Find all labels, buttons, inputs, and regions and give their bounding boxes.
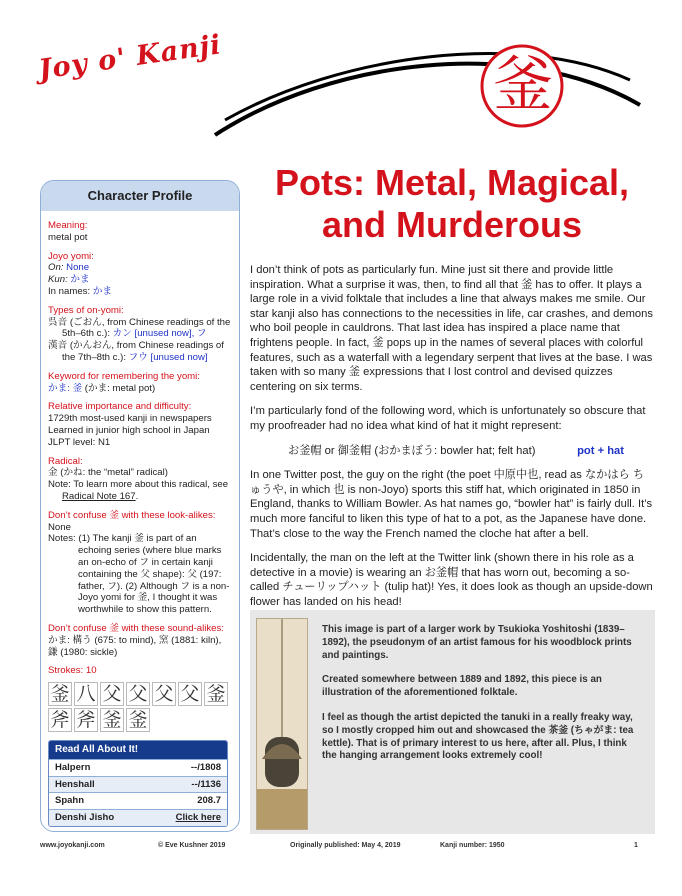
radical-label: Radical: xyxy=(48,455,83,467)
read-all-about-it-title: Read All About It! xyxy=(49,741,227,759)
compound-word: お釜帽 or 御釜帽 (おかまぼう: bowler hat; felt hat) xyxy=(288,444,536,457)
on-yomi-types-label: Types of on-yomi: xyxy=(48,304,124,316)
goon-readings: カン [unused now], フ xyxy=(112,328,207,340)
lookalikes-value: None xyxy=(48,521,71,533)
soundalikes-text: かま: 構う (675: to mind), 窯 (1881: kiln), 鎌 (1980: sickle) xyxy=(48,634,222,658)
reference-name: Halpern xyxy=(55,761,91,773)
lookalikes-section xyxy=(48,510,232,616)
stroke-step-box: 斧 xyxy=(48,708,72,732)
stroke-step-box: 釜 xyxy=(204,682,228,706)
reference-row xyxy=(49,776,227,793)
goon-text: 呉音 (ごおん, from Chinese readings of the 5th–6th c.): xyxy=(48,316,231,340)
radical-line: 金 (かね: the “metal” radical) xyxy=(48,467,168,479)
keyword-rest: (かま: metal pot) xyxy=(82,382,156,394)
article-body xyxy=(250,263,654,619)
keyword-label: Keyword for remembering the yomi: xyxy=(48,370,200,382)
importance-line: JLPT level: N1 xyxy=(48,436,111,448)
stroke-step-box: 父 xyxy=(152,682,176,706)
footer-copyright: © Eve Kushner 2019 xyxy=(158,842,226,849)
paragraph: In one Twitter post, the guy on the right (the poet 中原中也, read as なかはら ちゅうや, in which 也 is non-Joyo) sports this stiff hat, which originated in 1850 in England, thanks to William Bowler. As hat names go, “bowler hat” is fairly dull. It’s much more fanciful to liken this type of hat to a pot, as the Japanese have done. That’s close to the way the French named the cloche hat after a bell. xyxy=(250,469,653,540)
on-value: None xyxy=(66,262,90,274)
reference-row xyxy=(49,759,227,776)
stroke-order-grid xyxy=(48,682,232,732)
joyo-yomi-label: Joyo yomi: xyxy=(48,250,94,262)
kun-label: Kun: xyxy=(48,274,68,286)
keyword-section xyxy=(48,371,232,395)
reference-name: Spahn xyxy=(55,795,85,807)
character-profile-panel xyxy=(40,180,240,832)
stroke-step-box: 斧 xyxy=(74,708,98,732)
radical-note-end: . xyxy=(135,490,139,502)
importance-section xyxy=(48,401,232,448)
on-label: On: xyxy=(48,262,64,274)
footer-page-number: 1 xyxy=(634,842,638,849)
joyo-yomi-section xyxy=(48,251,232,298)
footer-kanji-number: Kanji number: 1950 xyxy=(440,842,505,849)
keyword-yomi: かま: 釜 xyxy=(48,382,83,394)
compound-meaning: pot + hat xyxy=(577,444,624,457)
meaning-value: metal pot xyxy=(48,231,88,243)
compound-entry xyxy=(250,444,654,459)
radical-note-link[interactable]: Radical Note 167 xyxy=(62,490,136,502)
importance-line: Learned in junior high school in Japan xyxy=(48,424,210,436)
reference-value[interactable]: Click here xyxy=(175,812,221,824)
featured-kanji: 釜 xyxy=(493,50,553,120)
importance-line: 1729th most-used kanji in newspapers xyxy=(48,413,212,425)
article-title: Pots: Metal, Magical, and Murderous xyxy=(274,162,630,245)
character-profile-title: Character Profile xyxy=(41,181,239,211)
stroke-step-box: 釜 xyxy=(48,682,72,706)
woodblock-print-image xyxy=(256,618,308,830)
names-value: かま xyxy=(92,285,112,297)
reference-name: Henshall xyxy=(55,778,95,790)
caption-paragraph: This image is part of a larger work by Tsukioka Yoshitoshi (1839–1892), the pseudonym of an artist famous for his woodblock prints and paintings. xyxy=(322,624,632,661)
strokes-section xyxy=(48,665,232,732)
read-all-about-it-table xyxy=(48,740,228,827)
reference-value: 208.7 xyxy=(197,795,221,807)
site-logo[interactable]: Joy o' Kanji xyxy=(36,29,224,86)
names-label: In names: xyxy=(48,285,91,297)
reference-row xyxy=(49,792,227,809)
paragraph: I don’t think of pots as particularly fun. Mine just sit there and provide little inspiration. What a surprise it was, then, to find all that 釜 has to offer. It plays a large role in a vivid folktale that includes a line that always makes me smile. Our star kanji also has connections to the necessities in life, car crashes, and demons who boil people in cauldrons. That last idea has inspired a place name that frightens people. In fact, 釜 pops up in the names of several places with colorful features, such as a waterfall with a legendary serpent that lives at the base. I was taken with so many 釜 expressions that I lost control and devised quizzes centering on six terms. xyxy=(250,264,653,393)
reference-value: --/1136 xyxy=(191,778,221,790)
stroke-step-box: 釜 xyxy=(100,708,124,732)
importance-label: Relative importance and difficulty: xyxy=(48,401,192,413)
paragraph: Incidentally, the man on the left at the Twitter link (shown there in his role as a detective in a movie) is wearing an お釜帽 that has worn out, becoming a so-called チューリップハット (tulip hat)! Yes, it does look as though an upside-down flower has landed on his head! xyxy=(250,552,653,608)
stroke-step-box: 父 xyxy=(178,682,202,706)
reference-value: --/1808 xyxy=(190,761,221,773)
lookalikes-label: Don’t confuse 釜 with these look-alikes: xyxy=(48,509,216,521)
meaning-label: Meaning: xyxy=(48,220,88,231)
soundalikes-label: Don’t confuse 釜 with these sound-alikes: xyxy=(48,622,224,634)
stroke-step-box: 釜 xyxy=(126,708,150,732)
on-yomi-types-section xyxy=(48,305,232,364)
stroke-step-box: 八 xyxy=(74,682,98,706)
footer-site[interactable]: www.joyokanji.com xyxy=(40,842,105,849)
reference-name: Denshi Jisho xyxy=(55,812,115,824)
footer-published: Originally published: May 4, 2019 xyxy=(290,842,401,849)
stroke-step-box: 父 xyxy=(100,682,124,706)
soundalikes-section xyxy=(48,623,232,658)
reference-row xyxy=(49,809,227,826)
radical-note: Note: To learn more about this radical, see xyxy=(48,479,229,491)
kun-value: かま xyxy=(70,274,90,286)
stroke-step-box: 父 xyxy=(126,682,150,706)
kanon-text: 漢音 (かんおん, from Chinese readings of the 7th–8th c.): xyxy=(48,340,224,363)
radical-section xyxy=(48,456,232,503)
strokes-label: Strokes: 10 xyxy=(48,665,97,677)
kanon-readings: フウ [unused now] xyxy=(128,351,208,363)
meaning-section xyxy=(48,220,232,244)
paragraph: I’m particularly fond of the following word, which is unfortunately so obscure that my proofreader had no idea what kind of hat it might represent: xyxy=(250,405,646,432)
caption-paragraph: I feel as though the artist depicted the tanuki in a really freaky way, so I mostly cropped him out and showcased the 茶釜 (ちゃがま: tea kettle). That is of primary interest to us here, after all. Plus, I think the hanging arrangement looks extremely cool! xyxy=(322,711,634,762)
image-caption-box xyxy=(250,610,655,834)
lookalikes-notes: Notes: (1) The kanji 釜 is part of an echoing series (where blue marks an on-echo of フ in certain kanji containing the 父 shape): 父 (197: father, フ). (2) Although フ is a non-Joyo yomi for 釜, I thought it was worthwhile to show this pattern. xyxy=(48,533,230,616)
caption-paragraph: Created somewhere between 1889 and 1892, this piece is an illustration of the aforementioned folktale. xyxy=(322,674,602,699)
